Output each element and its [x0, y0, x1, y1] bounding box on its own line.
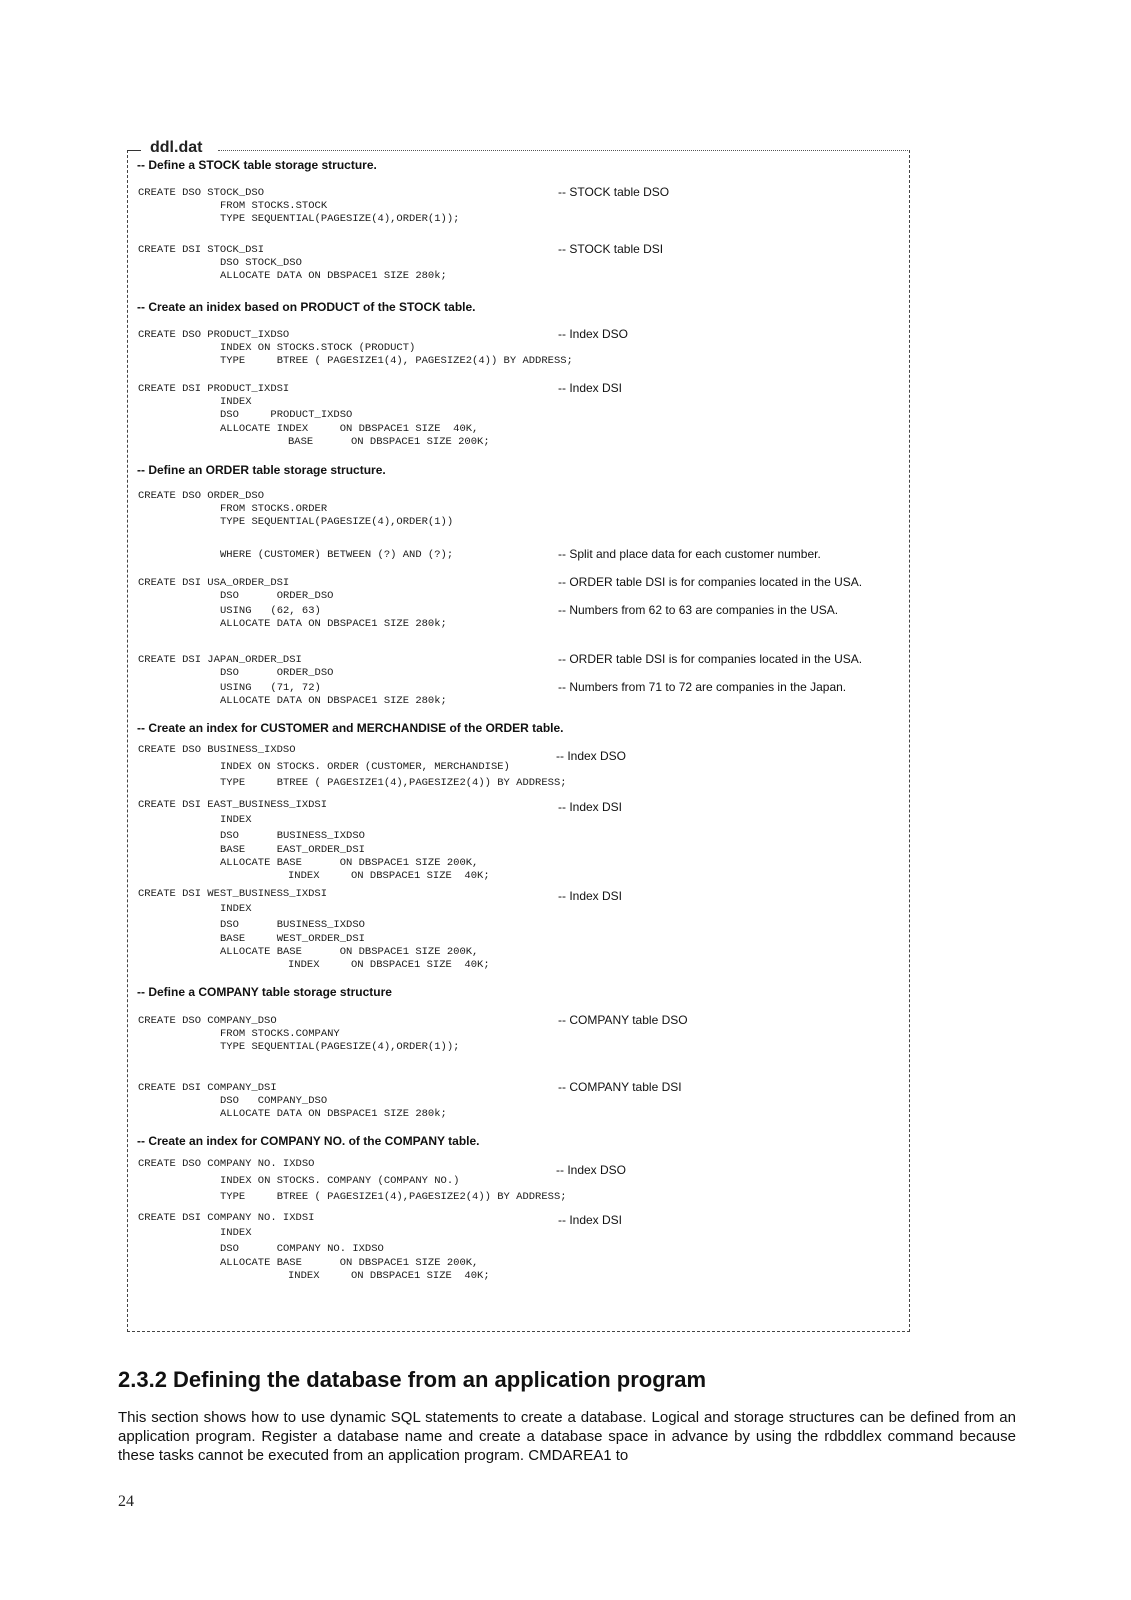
code-line: TYPE SEQUENTIAL(PAGESIZE(4),ORDER(1)); [220, 1041, 460, 1053]
code-comment: -- Index DSI [558, 381, 623, 395]
code-line: ALLOCATE DATA ON DBSPACE1 SIZE 280k; [220, 1108, 447, 1120]
code-line: -- Define a COMPANY table storage structure [137, 985, 392, 999]
code-line: DSO BUSINESS_IXDSO [220, 919, 365, 931]
code-line: CREATE DSO PRODUCT_IXDSO [138, 329, 290, 341]
code-comment: -- ORDER table DSI is for companies located in the USA. [558, 575, 863, 589]
code-line: CREATE DSI COMPANY_DSI [138, 1082, 277, 1094]
code-line: TYPE SEQUENTIAL(PAGESIZE(4),ORDER(1)) [220, 516, 454, 528]
code-line: INDEX ON DBSPACE1 SIZE 40K; [288, 870, 490, 882]
code-line: FROM STOCKS.ORDER [220, 503, 328, 515]
code-line: CREATE DSI PRODUCT_IXDSI [138, 383, 290, 395]
code-comment: -- ORDER table DSI is for companies located in the USA. [558, 652, 863, 666]
code-line: DSO COMPANY_DSO [220, 1095, 328, 1107]
code-line: USING (62, 63) [220, 605, 321, 617]
code-line: TYPE BTREE ( PAGESIZE1(4), PAGESIZE2(4)) BY ADDRESS; [220, 355, 573, 367]
code-line: TYPE BTREE ( PAGESIZE1(4),PAGESIZE2(4)) BY ADDRESS; [220, 777, 567, 789]
code-comment: -- Index DSO [556, 749, 627, 763]
code-line: ALLOCATE DATA ON DBSPACE1 SIZE 280k; [220, 695, 447, 707]
code-line: ALLOCATE BASE ON DBSPACE1 SIZE 200K, [220, 1257, 479, 1269]
code-line: CREATE DSO BUSINESS_IXDSO [138, 744, 296, 756]
code-line: INDEX ON DBSPACE1 SIZE 40K; [288, 959, 490, 971]
code-line: INDEX ON STOCKS. ORDER (CUSTOMER, MERCHANDISE) [220, 761, 510, 773]
code-comment: -- Index DSO [558, 327, 629, 341]
code-comment: -- STOCK table DSO [558, 185, 670, 199]
code-comment: -- COMPANY table DSI [558, 1080, 682, 1094]
box-top-border [127, 150, 141, 151]
code-line: DSO BUSINESS_IXDSO [220, 830, 365, 842]
code-line: DSO ORDER_DSO [220, 590, 334, 602]
code-line: CREATE DSO COMPANY_DSO [138, 1015, 277, 1027]
code-comment: -- Split and place data for each customer number. [558, 547, 821, 561]
code-line: FROM STOCKS.STOCK [220, 200, 328, 212]
code-line: DSO COMPANY NO. IXDSO [220, 1243, 384, 1255]
body-paragraph: This section shows how to use dynamic SQL statements to create a database. Logical and storage structures can be defined from an application program. Register a database name and create a database space in advance by using the rdbddlex command because these tasks cannot be executed from an application program. CMDAREA1 to [118, 1409, 1016, 1464]
code-line: INDEX [220, 1227, 252, 1239]
code-comment: -- COMPANY table DSO [558, 1013, 688, 1027]
code-comment: -- Index DSI [558, 889, 623, 903]
code-line: INDEX ON STOCKS. COMPANY (COMPANY NO.) [220, 1175, 460, 1187]
code-line: INDEX [220, 396, 252, 408]
code-line: FROM STOCKS.COMPANY [220, 1028, 340, 1040]
code-comment: -- STOCK table DSI [558, 242, 664, 256]
code-line: INDEX ON DBSPACE1 SIZE 40K; [288, 1270, 490, 1282]
code-line: TYPE BTREE ( PAGESIZE1(4),PAGESIZE2(4)) BY ADDRESS; [220, 1191, 567, 1203]
code-comment: -- Index DSI [558, 800, 623, 814]
code-line: -- Define an ORDER table storage structure. [137, 463, 386, 477]
code-comment: -- Index DSI [558, 1213, 623, 1227]
code-line: CREATE DSO STOCK_DSO [138, 187, 265, 199]
code-line: -- Create an index for CUSTOMER and MERCHANDISE of the ORDER table. [137, 721, 564, 735]
code-comment: -- Index DSO [556, 1163, 627, 1177]
code-line: BASE EAST_ORDER_DSI [220, 844, 365, 856]
code-line: BASE WEST_ORDER_DSI [220, 933, 365, 945]
code-line: ALLOCATE INDEX ON DBSPACE1 SIZE 40K, [220, 423, 479, 435]
code-line: CREATE DSI EAST_BUSINESS_IXDSI [138, 799, 328, 811]
code-line: CREATE DSO ORDER_DSO [138, 490, 265, 502]
section-heading: 2.3.2 Defining the database from an application program [118, 1367, 707, 1392]
code-comment: -- Numbers from 62 to 63 are companies in the USA. [558, 603, 839, 617]
code-line: CREATE DSI COMPANY NO. IXDSI [138, 1212, 315, 1224]
code-line: -- Define a STOCK table storage structure. [137, 158, 377, 172]
code-line: USING (71, 72) [220, 682, 321, 694]
code-line: CREATE DSO COMPANY NO. IXDSO [138, 1158, 315, 1170]
code-line: ALLOCATE BASE ON DBSPACE1 SIZE 200K, [220, 857, 479, 869]
code-line: CREATE DSI STOCK_DSI [138, 244, 265, 256]
code-line: ALLOCATE BASE ON DBSPACE1 SIZE 200K, [220, 946, 479, 958]
code-line: CREATE DSI JAPAN_ORDER_DSI [138, 654, 302, 666]
page-number: 24 [118, 1493, 134, 1510]
code-line: INDEX [220, 814, 252, 826]
code-line: ALLOCATE DATA ON DBSPACE1 SIZE 280k; [220, 618, 447, 630]
code-line: -- Create an inidex based on PRODUCT of the STOCK table. [137, 300, 476, 314]
box-top-border-dotted [218, 150, 908, 151]
code-line: CREATE DSI USA_ORDER_DSI [138, 577, 290, 589]
code-line: INDEX ON STOCKS.STOCK (PRODUCT) [220, 342, 416, 354]
code-line: DSO ORDER_DSO [220, 667, 334, 679]
listing-title: ddl.dat [147, 139, 205, 157]
code-line: INDEX [220, 903, 252, 915]
code-line: DSO STOCK_DSO [220, 257, 302, 269]
code-line: CREATE DSI WEST_BUSINESS_IXDSI [138, 888, 328, 900]
code-comment: -- Numbers from 71 to 72 are companies in the Japan. [558, 680, 847, 694]
code-line: DSO PRODUCT_IXDSO [220, 409, 353, 421]
code-line: TYPE SEQUENTIAL(PAGESIZE(4),ORDER(1)); [220, 213, 460, 225]
code-line: -- Create an index for COMPANY NO. of the COMPANY table. [137, 1134, 480, 1148]
code-line: BASE ON DBSPACE1 SIZE 200K; [288, 436, 490, 448]
code-line: WHERE (CUSTOMER) BETWEEN (?) AND (?); [220, 549, 454, 561]
code-listing-box [127, 150, 910, 1332]
code-line: ALLOCATE DATA ON DBSPACE1 SIZE 280k; [220, 270, 447, 282]
